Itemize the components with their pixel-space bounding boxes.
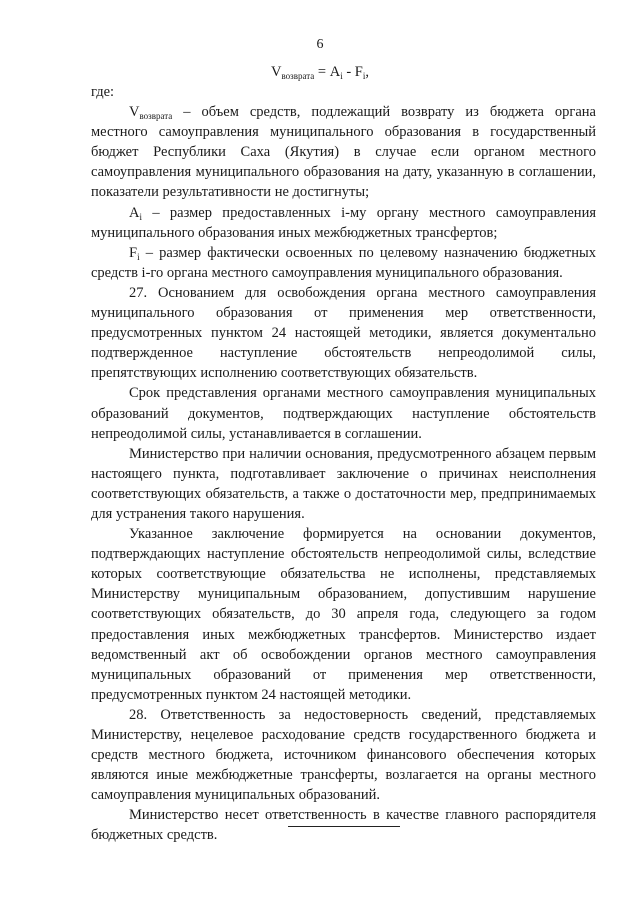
formula-rhs-a-subscript: i [340,71,343,81]
symbol-a: A [129,204,140,221]
paragraph-text: – размер предоставленных i-му органу местного самоуправления муниципального образования иных межбюджетных трансфертов; [91,204,596,241]
page-number: 6 [316,37,324,52]
paragraph-v-definition [91,102,596,202]
symbol-v: V [129,104,140,121]
paragraph-conclusion-basis: Указанное заключение формируется на основании документов, подтверждающих наступление обстоятельств непреодолимой силы, вследствие которых соответствующие обязательства не исполнены, представляемых Министерству муниципальным образованием, допустившим нарушение соответствующих обязательств, до 30 апреля года, следующего за годом предоставления иных межбюджетных трансфертов. Министерство издает ведомственный акт об освобождении органов местного самоуправления муниципальных образований от применения мер ответственности, предусмотренных пунктом 24 настоящей методики. [91,526,596,703]
formula-rhs-a: = A [314,64,341,80]
symbol-f-subscript: i [137,251,140,262]
paragraph-text: – размер фактически освоенных по целевому назначению бюджетных средств i-го органа местного самоуправления муниципального образования. [91,244,596,281]
paragraph-deadline: Срок представления органами местного самоуправления муниципальных образований документов, подтверждающих наступление обстоятельств непреодолимой силы, устанавливается в соглашении. [91,385,596,442]
symbol-v-subscript: возврата [139,111,173,122]
formula-tail: , [365,64,369,80]
paragraph-ministry-responsibility: Министерство несет ответственность в качестве главного распорядителя бюджетных средств. [91,807,596,844]
formula-rhs-f-subscript: i [362,71,366,81]
symbol-a-subscript: i [139,211,142,222]
paragraph-clause-27: 27. Основанием для освобождения органа местного самоуправления муниципального образования от применения мер ответственности, предусмотренных пунктом 24 настоящей методики, является документально подтвержденное наступление обстоятельств непреодолимой силы, препятствующих исполнению соответствующих обязательств. [91,284,596,382]
paragraph-clause-28: 28. Ответственность за недостоверность сведений, представляемых Министерству, нецелевое расходование средств государственного бюджета и средств местного бюджета, источником финансового обеспечения которых являются иные межбюджетные трансферты, возлагается на органы местного самоуправления муниципальных образований. [91,706,596,804]
paragraph-f-definition [91,243,596,283]
paragraph-text: где: [91,84,115,100]
paragraph-ministry-conclusion: Министерство при наличии основания, предусмотренного абзацем первым настоящего пункта, подготавливает заключение о причинах неисполнения соответствующих обязательств, а также о достаточности мер, предпринимаемых для устранения такого нарушения. [91,445,596,522]
paragraph-text: – объем средств, подлежащий возврату из бюджета органа местного самоуправления муниципального образования в государственный бюджет Республики Саха (Якутия) в случае если органом местного самоуправления муниципального образования на дату, указанную в соглашении, показатели результативности не достигнуты; [91,104,596,201]
formula-lhs-subscript: возврата [281,71,315,81]
formula [0,64,640,81]
paragraph-where [91,82,596,102]
formula-rhs-f: - F [342,64,363,80]
formula-lhs: V [271,64,282,80]
symbol-f: F [129,244,138,261]
end-divider-line [288,826,400,827]
document-body [91,82,596,846]
paragraph-a-definition [91,203,596,243]
